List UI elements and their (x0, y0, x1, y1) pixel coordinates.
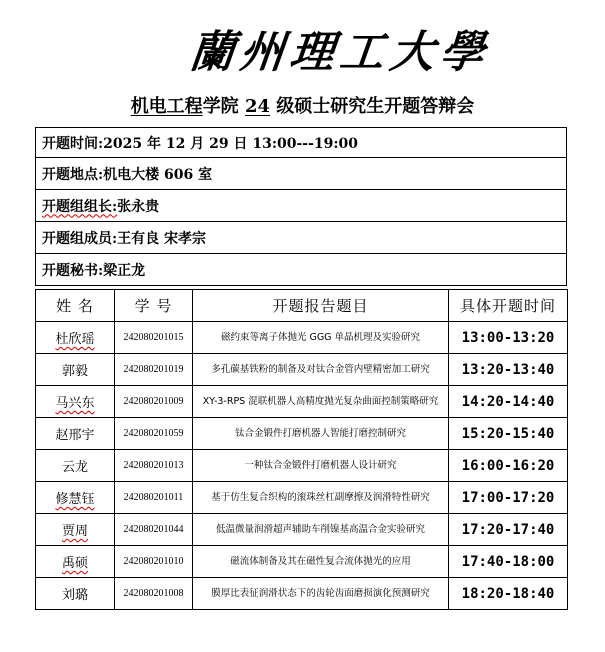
slot-time: 18:20-18:40 (449, 578, 568, 610)
student-id: 242080201010 (115, 546, 193, 578)
report-topic: 基于仿生复合织构的滚珠丝杠副摩擦及润滑特性研究 (193, 482, 449, 514)
header-name: 姓 名 (36, 290, 115, 322)
info-secretary: 开题秘书:梁正龙 (36, 254, 567, 286)
title-college-part: 机电工程 (130, 96, 203, 117)
student-name: 杜欣瑶 (36, 322, 115, 354)
student-name: 刘璐 (36, 578, 115, 610)
table-row (36, 322, 568, 354)
report-topic: 磁约束等离子体抛光 GGG 单晶机理及实验研究 (193, 322, 449, 354)
header-time: 具体开题时间 (449, 290, 568, 322)
slot-time: 15:20-15:40 (449, 418, 568, 450)
table-row (36, 482, 568, 514)
info-time: 开题时间:2025 年 12 月 29 日 13:00---19:00 (36, 128, 567, 158)
slot-time: 17:40-18:00 (449, 546, 568, 578)
student-name: 马兴东 (36, 386, 115, 418)
header-topic: 开题报告题目 (193, 290, 449, 322)
student-id: 242080201044 (115, 514, 193, 546)
student-name: 云龙 (36, 450, 115, 482)
report-topic: 低温微量润滑超声辅助车削镍基高温合金实验研究 (193, 514, 449, 546)
table-row (36, 546, 568, 578)
student-id: 242080201011 (115, 482, 193, 514)
info-leader (36, 190, 567, 222)
table-row (36, 386, 568, 418)
slot-time: 17:20-17:40 (449, 514, 568, 546)
student-id: 242080201019 (115, 354, 193, 386)
university-logo: 蘭州理工大學 (187, 27, 493, 78)
slot-time: 16:00-16:20 (449, 450, 568, 482)
page-title (0, 94, 605, 120)
info-leader-value: 张永贵 (117, 198, 160, 215)
student-name: 禹硕 (36, 546, 115, 578)
slot-time: 13:00-13:20 (449, 322, 568, 354)
slot-time: 14:20-14:40 (449, 386, 568, 418)
table-row (36, 354, 568, 386)
student-id: 242080201013 (115, 450, 193, 482)
report-topic: 膜厚比表征润滑状态下的齿轮齿面磨损演化预测研究 (193, 578, 449, 610)
title-college-suffix: 学院 (202, 96, 245, 117)
report-topic: 磁流体制备及其在磁性复合流体抛光的应用 (193, 546, 449, 578)
report-topic: 一种钛合金锻件打磨机器人设计研究 (193, 450, 449, 482)
slot-time: 13:20-13:40 (449, 354, 568, 386)
table-row (36, 578, 568, 610)
student-name: 修慧钰 (36, 482, 115, 514)
table-row (36, 418, 568, 450)
table-row (36, 514, 568, 546)
report-topic: XY-3-RPS 混联机器人高精度抛光复杂曲面控制策略研究 (193, 386, 449, 418)
student-id: 242080201059 (115, 418, 193, 450)
student-name: 贾周 (36, 514, 115, 546)
schedule-table (35, 289, 568, 610)
info-members: 开题组成员:王有良 宋孝宗 (36, 222, 567, 254)
table-row (36, 450, 568, 482)
slot-time: 17:00-17:20 (449, 482, 568, 514)
title-grade: 24 (244, 96, 271, 117)
info-table (35, 127, 567, 286)
student-id: 242080201009 (115, 386, 193, 418)
header-student-id: 学 号 (115, 290, 193, 322)
report-topic: 钛合金锻件打磨机器人智能打磨控制研究 (193, 418, 449, 450)
report-topic: 多孔碳基铁粉的制备及对钛合金管内壁精密加工研究 (193, 354, 449, 386)
schedule-header-row (36, 290, 568, 322)
student-id: 242080201008 (115, 578, 193, 610)
student-name: 郭毅 (36, 354, 115, 386)
student-id: 242080201015 (115, 322, 193, 354)
student-name: 赵邢宇 (36, 418, 115, 450)
title-event: 级硕士研究生开题答辩会 (270, 96, 475, 117)
info-place: 开题地点:机电大楼 606 室 (36, 158, 567, 190)
info-leader-label: 开题组组长: (42, 198, 118, 215)
